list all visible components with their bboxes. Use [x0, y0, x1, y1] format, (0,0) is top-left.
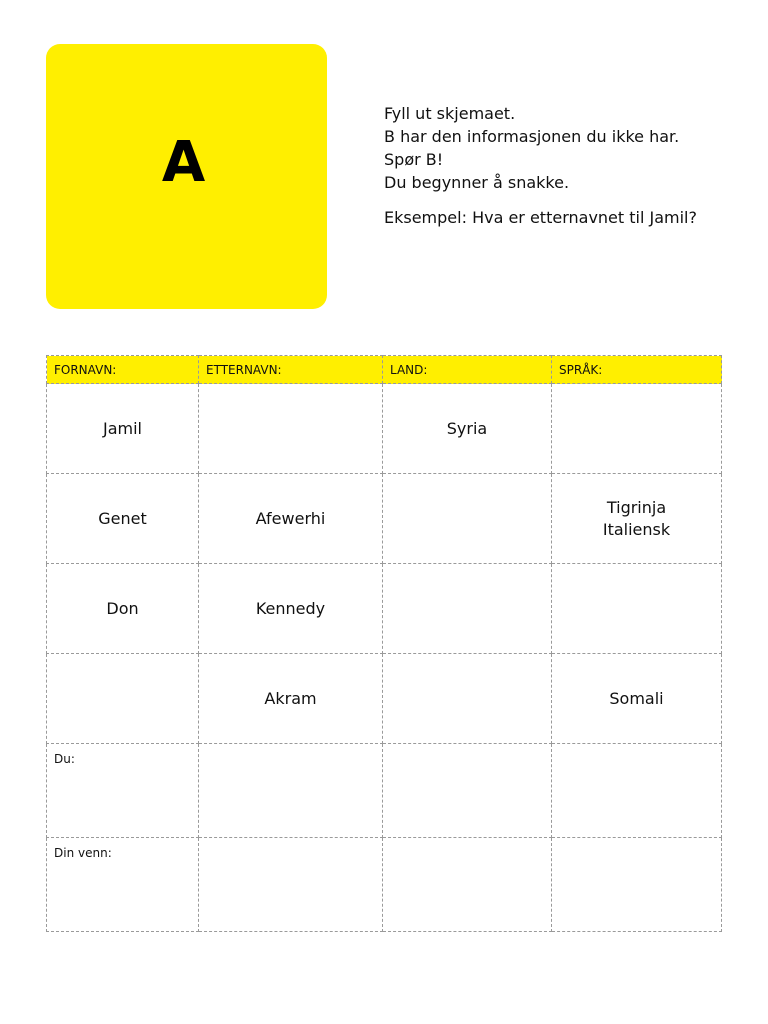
cell-text-line: Tigrinja: [606, 497, 667, 517]
cell-country[interactable]: [383, 654, 552, 744]
instruction-line-3: Spør B!: [384, 150, 444, 169]
cell-first-name[interactable]: Jamil: [47, 384, 199, 474]
instruction-line-2: B har den informasjonen du ikke har.: [384, 127, 680, 146]
cell-language[interactable]: Somali: [552, 654, 722, 744]
cell-you-label[interactable]: Du:: [47, 744, 199, 838]
cell-last-name[interactable]: [199, 384, 383, 474]
table-row: [47, 744, 722, 838]
header-language: SPRÅK:: [552, 356, 722, 384]
letter-badge: [46, 44, 327, 309]
table-row: [47, 654, 722, 744]
cell-language[interactable]: [552, 474, 722, 564]
cell-friend-label[interactable]: Din venn:: [47, 838, 199, 932]
instructions: [384, 102, 744, 229]
cell-country[interactable]: [383, 474, 552, 564]
cell-last-name[interactable]: Afewerhi: [199, 474, 383, 564]
cell-language[interactable]: [552, 564, 722, 654]
cell-country[interactable]: [383, 838, 552, 932]
cell-language[interactable]: [552, 744, 722, 838]
header-country: LAND:: [383, 356, 552, 384]
table-row: [47, 564, 722, 654]
cell-last-name[interactable]: Akram: [199, 654, 383, 744]
table-row: [47, 384, 722, 474]
table-header-row: [47, 356, 722, 384]
cell-last-name[interactable]: [199, 838, 383, 932]
header-first-name: FORNAVN:: [47, 356, 199, 384]
cell-last-name[interactable]: Kennedy: [199, 564, 383, 654]
cell-country[interactable]: [383, 564, 552, 654]
instruction-line-4: Du begynner å snakke.: [384, 173, 570, 192]
header-last-name: ETTERNAVN:: [199, 356, 383, 384]
cell-language[interactable]: [552, 384, 722, 474]
cell-first-name[interactable]: Don: [47, 564, 199, 654]
instruction-line-1: Fyll ut skjemaet.: [384, 104, 516, 123]
cell-text-line: Italiensk: [602, 519, 671, 539]
instruction-example: Eksempel: Hva er etternavnet til Jamil?: [384, 208, 697, 227]
table-row: [47, 838, 722, 932]
table-row: [47, 474, 722, 564]
cell-last-name[interactable]: [199, 744, 383, 838]
info-form-table: [46, 355, 722, 932]
cell-language[interactable]: [552, 838, 722, 932]
cell-first-name[interactable]: [47, 654, 199, 744]
cell-first-name[interactable]: Genet: [47, 474, 199, 564]
cell-country[interactable]: [383, 744, 552, 838]
cell-country[interactable]: Syria: [383, 384, 552, 474]
badge-letter: A: [161, 130, 206, 195]
